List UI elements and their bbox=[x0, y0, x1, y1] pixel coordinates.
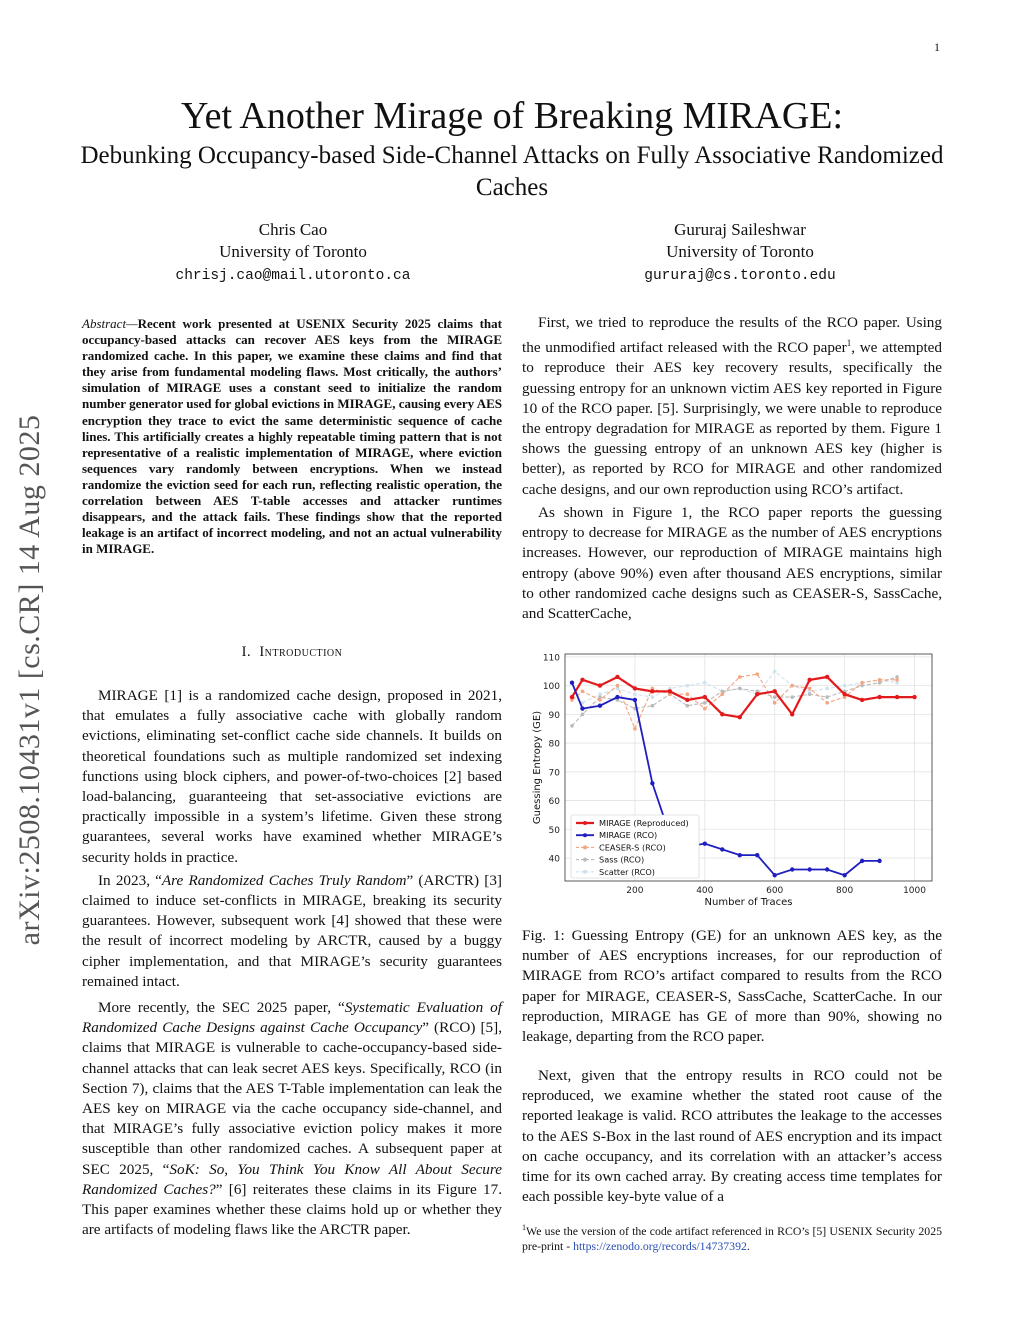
paragraph bbox=[522, 313, 942, 500]
data-point bbox=[598, 698, 602, 702]
y-axis-label: Guessing Entropy (GE) bbox=[532, 710, 543, 825]
data-point bbox=[825, 701, 829, 705]
data-point bbox=[581, 713, 585, 717]
author-block-2 bbox=[560, 219, 920, 287]
y-tick-label: 50 bbox=[548, 825, 560, 836]
paragraph: As shown in Figure 1, the RCO paper reports the guessing entropy to decrease for MIRAGE as the number of AES encryptions increases. However, our reproduction of MIRAGE maintains high entropy (above 90%) even after thousand AES encryptions, similar to other randomized cache designs such as CEASER-S, SassCache, and ScatterCache, bbox=[522, 503, 942, 622]
footnote-text: We use the version of the code artifact referenced in RCO’s [5] USENIX Security 2025 pre-print - bbox=[522, 1223, 942, 1253]
legend-marker bbox=[583, 845, 587, 849]
author-email: chrisj.cao@mail.utoronto.ca bbox=[175, 268, 411, 284]
footnote-end: . bbox=[746, 1238, 750, 1253]
data-point bbox=[581, 690, 585, 694]
section-number: I. bbox=[241, 644, 252, 660]
author-email: gururaj@cs.toronto.edu bbox=[644, 268, 836, 284]
data-point bbox=[842, 692, 846, 696]
data-point bbox=[570, 695, 574, 699]
data-point bbox=[738, 687, 742, 691]
data-point bbox=[895, 695, 899, 699]
data-point bbox=[570, 681, 574, 685]
arxiv-stamp bbox=[10, 390, 50, 970]
data-point bbox=[633, 698, 637, 702]
data-point bbox=[703, 707, 707, 711]
paper-title: Yet Another Mirage of Breaking MIRAGE: bbox=[180, 95, 844, 137]
paragraph bbox=[82, 998, 502, 1240]
data-point bbox=[843, 684, 847, 688]
data-point bbox=[703, 681, 707, 685]
author-block-1 bbox=[113, 219, 473, 287]
data-point bbox=[773, 701, 777, 705]
section-title: Introduction bbox=[259, 644, 343, 660]
right-column-body bbox=[522, 313, 942, 624]
data-point bbox=[807, 678, 811, 682]
abstract bbox=[82, 316, 502, 557]
y-tick-label: 80 bbox=[548, 739, 560, 750]
legend-label: CEASER-S (RCO) bbox=[599, 842, 666, 853]
left-column-body bbox=[82, 686, 502, 1240]
data-point bbox=[703, 841, 707, 845]
data-point bbox=[633, 727, 637, 731]
text-run: ” [6] reiterates these claims in its Figure 17. This paper examines whether these claims hold up or whether they are artifacts of modeling flaws like the ARCTR paper. bbox=[82, 1180, 503, 1239]
legend-marker bbox=[583, 870, 587, 874]
data-point bbox=[685, 698, 689, 702]
data-point bbox=[703, 701, 707, 705]
cited-title: SoK: So, You Think You Know All About Secure Randomized Caches? bbox=[82, 1160, 502, 1198]
text-run: , we attempted to reproduce their AES key recovery results, specifically the guessing entropy for an unknown victim AES key reported in Figure 10 of the RCO paper. [5]. Surprisingly, we were unable to reproduce the entropy degradation for MIRAGE as reported by them. Figure 1 shows the guessing entropy of an unknown AES key (higher is better), as reported by RCO for MIRAGE and other randomized cache designs, and our own reproduction using RCO’s artifact. bbox=[522, 339, 943, 498]
data-point bbox=[668, 689, 672, 693]
paper-subtitle: Debunking Occupancy-based Side-Channel Attacks on Fully Associative Randomized Caches bbox=[80, 142, 944, 201]
author-name: Chris Cao bbox=[258, 220, 328, 239]
data-point bbox=[616, 684, 620, 688]
data-point bbox=[570, 724, 574, 728]
x-tick-label: 600 bbox=[766, 886, 784, 896]
cited-title: Systematic Evaluation of Randomized Cache Designs against Cache Occupancy bbox=[82, 999, 502, 1037]
text-run: In 2023, “ bbox=[98, 871, 162, 889]
text-run: First, we tried to reproduce the results of the RCO paper. Using the unmodified artifact released with the RCO paper bbox=[522, 314, 942, 357]
data-point bbox=[580, 678, 584, 682]
y-tick-label: 110 bbox=[542, 653, 560, 664]
footnote bbox=[522, 1220, 942, 1254]
paragraph: MIRAGE [1] is a randomized cache design, proposed in 2021, that emulates a fully associative cache with globally random evictions, eliminating set-conflict cache side channels. It builds on theoretical foundations such as multiple randomized set indexing functions using block ciphers, and power-of-two-choices [2] based load-balancing, guaranteeing that set-associative evictions are practically impossible in a system’s lifetime. Given these strong guarantees, several works have examined whether MIRAGE’s security holds in practice. bbox=[82, 687, 502, 866]
data-point bbox=[580, 706, 584, 710]
data-point bbox=[598, 683, 602, 687]
data-point bbox=[755, 672, 759, 676]
data-point bbox=[877, 695, 881, 699]
data-point bbox=[686, 704, 690, 708]
paragraph bbox=[82, 871, 502, 992]
data-point bbox=[650, 781, 654, 785]
data-point bbox=[738, 853, 742, 857]
cited-title: Are Randomized Caches Truly Random bbox=[161, 871, 407, 889]
data-point bbox=[912, 695, 916, 699]
data-point bbox=[598, 704, 602, 708]
data-point bbox=[825, 687, 829, 691]
data-point bbox=[808, 687, 812, 691]
data-point bbox=[651, 695, 655, 699]
data-point bbox=[825, 867, 829, 871]
data-point bbox=[842, 873, 846, 877]
y-tick-label: 90 bbox=[548, 710, 560, 721]
x-tick-label: 800 bbox=[836, 886, 854, 896]
data-point bbox=[825, 695, 829, 699]
author-affiliation: University of Toronto bbox=[666, 242, 814, 261]
data-point bbox=[615, 675, 619, 679]
data-point bbox=[773, 695, 777, 699]
author-affiliation: University of Toronto bbox=[219, 242, 367, 261]
data-point bbox=[686, 684, 690, 688]
y-tick-label: 40 bbox=[548, 854, 560, 865]
data-point bbox=[720, 847, 724, 851]
footnote-ref[interactable]: 1 bbox=[846, 338, 852, 349]
section-heading bbox=[82, 644, 502, 661]
data-point bbox=[860, 859, 864, 863]
figure-caption: Fig. 1: Guessing Entropy (GE) for an unknown AES key, as the number of AES encryptions increases, for our reproduction of MIRAGE from RCO’s artifact compared to results from the RCO paper for MIRAGE, CEASER-S, SassCache, ScatterCache. In our reproduction, MIRAGE has GE of more than 90%, showing no leakage, departing from the RCO paper. bbox=[522, 927, 942, 1046]
data-point bbox=[720, 712, 724, 716]
text-run: ” (ARCTR) [3] claimed to induce set-conflicts in MIRAGE, breaking its security guarantees. However, subsequent work [4] showed that these were the result of incorrect modeling by ARCTR, caused by a buggy cipher implementation, and that MIRAGE’s security guarantees remained intact. bbox=[82, 871, 502, 990]
x-tick-label: 1000 bbox=[903, 886, 926, 896]
legend-marker bbox=[583, 821, 587, 825]
legend-label: MIRAGE (Reproduced) bbox=[599, 818, 689, 828]
y-tick-label: 70 bbox=[548, 768, 560, 779]
data-point bbox=[860, 698, 864, 702]
data-point bbox=[686, 692, 690, 696]
page-number: 1 bbox=[934, 40, 940, 54]
abstract-text: Recent work presented at USENIX Security 2025 claims that occupancy-based attacks can recover AES keys from the MIRAGE randomized cache. In this paper, we examine these claims and find that they arise from fundamental modeling flaws. Most critically, the authors’ simulation of MIRAGE uses a constant seed to initialize the random number generator used for global evictions in MIRAGE, causing every AES encryption they trace to evict the same deterministic sequence of cache lines. This artificially creates a highly repeatable timing pattern that is not representative of a realistic implementation of MIRAGE, where eviction sequences vary randomly between encryptions. When we instead randomize the eviction seed for each run, reflecting realistic operation, the correlation between AES T-table accesses and attacker runtimes disappears, and the attack fails. These findings show that the reported leakage is an artifact of incorrect modeling, and not an actual vulnerability in MIRAGE. bbox=[82, 316, 502, 557]
paragraph: Next, given that the entropy results in RCO could not be reproduced, we examine whether the stated root cause of the reported leakage is valid. RCO attributes the leakage to the accesses to the AES S-Box in the last round of AES encryption and its impact on cache occupancy, and its correlation with an attacker’s access time for its own cached array. By creating access time templates for each possible key-byte value of a bbox=[522, 1067, 942, 1206]
x-tick-label: 200 bbox=[626, 886, 644, 896]
data-point bbox=[720, 692, 724, 696]
data-point bbox=[703, 695, 707, 699]
data-point bbox=[773, 689, 777, 693]
data-point bbox=[878, 678, 882, 682]
data-point bbox=[650, 689, 654, 693]
x-tick-label: 400 bbox=[696, 886, 714, 896]
data-point bbox=[790, 684, 794, 688]
y-tick-label: 60 bbox=[548, 797, 560, 808]
data-point bbox=[755, 853, 759, 857]
legend-marker bbox=[583, 833, 587, 837]
data-point bbox=[633, 692, 637, 696]
legend-label: MIRAGE (RCO) bbox=[599, 830, 658, 841]
footnote-mark: 1 bbox=[522, 1223, 526, 1232]
right-column-continued bbox=[522, 1066, 942, 1207]
arxiv-id-text: arXiv:2508.10431v1 [cs.CR] 14 Aug 2025 bbox=[13, 414, 46, 946]
data-point bbox=[808, 692, 812, 696]
data-point bbox=[860, 681, 864, 685]
y-tick-label: 100 bbox=[542, 682, 560, 693]
x-axis-label: Number of Traces bbox=[704, 897, 793, 908]
footnote-link[interactable]: https://zenodo.org/records/14737392 bbox=[573, 1238, 747, 1253]
data-point bbox=[790, 867, 794, 871]
data-point bbox=[738, 715, 742, 719]
author-name: Gururaj Saileshwar bbox=[674, 220, 806, 239]
legend-label: Scatter (RCO) bbox=[599, 866, 655, 877]
data-point bbox=[895, 678, 899, 682]
data-point bbox=[773, 873, 777, 877]
abstract-label: Abstract— bbox=[82, 316, 138, 331]
guessing-entropy-chart bbox=[522, 646, 944, 908]
data-point bbox=[651, 704, 655, 708]
data-point bbox=[615, 695, 619, 699]
data-point bbox=[633, 686, 637, 690]
data-point bbox=[790, 712, 794, 716]
data-point bbox=[790, 695, 794, 699]
legend-marker bbox=[583, 858, 587, 862]
legend-label: Sass (RCO) bbox=[599, 854, 645, 865]
data-point bbox=[738, 675, 742, 679]
text-run: More recently, the SEC 2025 paper, “ bbox=[98, 999, 345, 1017]
data-point bbox=[877, 859, 881, 863]
data-point bbox=[755, 692, 759, 696]
data-point bbox=[807, 867, 811, 871]
text-run: ” (RCO) [5], claims that MIRAGE is vulnerable to cache-occupancy-based side-channel attacks that can leak secret AES keys. Specifically, RCO (in Section 7), claims that the AES T-Table implementation can leak the AES key on MIRAGE via the cache occupancy side-channel, and that MIRAGE’s fully associative eviction policy makes it more susceptible than other randomized caches. A subsequent paper at SEC 2025, “ bbox=[82, 1019, 502, 1178]
series-line bbox=[572, 677, 897, 726]
data-point bbox=[825, 675, 829, 679]
data-point bbox=[773, 669, 777, 673]
